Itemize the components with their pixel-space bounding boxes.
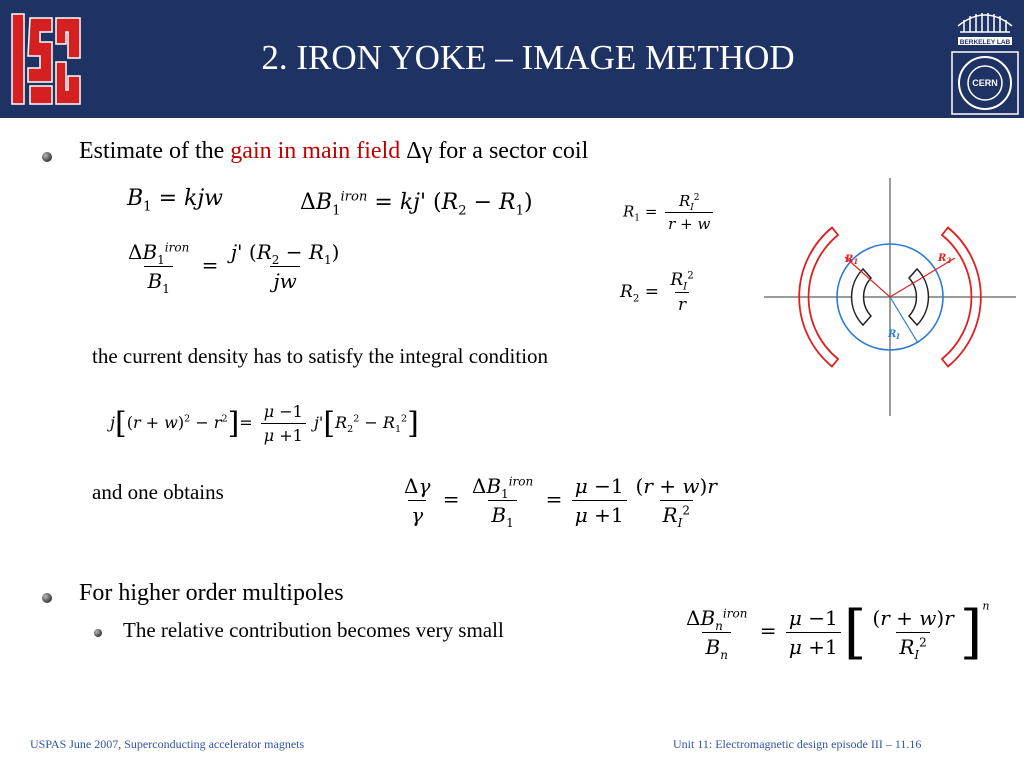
slide-title: 2. IRON YOKE – IMAGE METHOD <box>261 38 795 77</box>
eq-delta-b1: $\Delta B_1^{iron} = kj'$ $(R_2 - R_1)$ <box>300 189 533 219</box>
label-r1: $R_1$ <box>845 254 859 266</box>
svg-text:BERKELEY LAB: BERKELEY LAB <box>959 39 1011 46</box>
eq-r2: $R_2$ = $\frac{R_I^2}{r}$ <box>620 270 694 315</box>
footer-course: USPAS June 2007, Superconducting accelerator magnets <box>30 737 305 751</box>
eq-ratio: $\frac{\Delta B_1^{iron}}{B_1}$ = $\frac{j' (R_2 - R_1)}{jw}$ <box>128 240 340 296</box>
highlight-gain: gain in main field <box>230 138 401 164</box>
eq-integral-condition: $j[(r + w)^2 - r^2]=$ $\frac{\mu -1}{\mu +1}$ $j'[R_2^2 - R_1^2]$ <box>110 402 419 445</box>
bullet-gain-main-field <box>79 138 588 165</box>
footer-unit-page: Unit 11: Electromagnetic design episode III – 11.16 <box>673 737 922 751</box>
eq-gain-result: $\frac{\Delta\gamma}{\gamma}$ = $\frac{\Delta B_1^{iron}}{B_1}$ = $\frac{\mu -1}{\mu +1}$ $\frac{(r + w)r}{R_I^2}$ <box>404 474 717 530</box>
eq-r1: $R_1$ = $\frac{R_I^2}{r + w}$ <box>623 192 716 233</box>
bullet-dot <box>42 593 52 603</box>
eq-b1: $B_1$ = kjw <box>127 186 223 215</box>
eq-multipole: $\frac{\Delta B_n^{iron}}{B_n}$ = $\frac{\mu -1}{\mu +1}$ [ $\frac{(r + w)r}{R_I^2}$ ]$^n$ <box>686 598 990 666</box>
bullet-text-prefix: Estimate of the <box>79 138 231 164</box>
current-density-text: the current density has to satisfy the integral condition <box>92 344 549 368</box>
sub-bullet-relative-contribution: The relative contribution becomes very small <box>123 618 504 642</box>
sector-coil-diagram <box>760 176 1022 418</box>
delta-gamma-symbol: Δγ <box>400 138 439 164</box>
svg-text:CERN: CERN <box>972 78 998 88</box>
bullet-higher-order: For higher order multipoles <box>79 580 344 606</box>
bullet-text-suffix: for a sector coil <box>438 138 589 164</box>
bullet-dot <box>42 152 52 162</box>
and-one-obtains-text: and one obtains <box>92 480 224 504</box>
label-ri: $R_I$ <box>888 329 900 341</box>
label-r2: $R_2$ <box>938 253 952 265</box>
sub-bullet-dot <box>94 629 102 637</box>
